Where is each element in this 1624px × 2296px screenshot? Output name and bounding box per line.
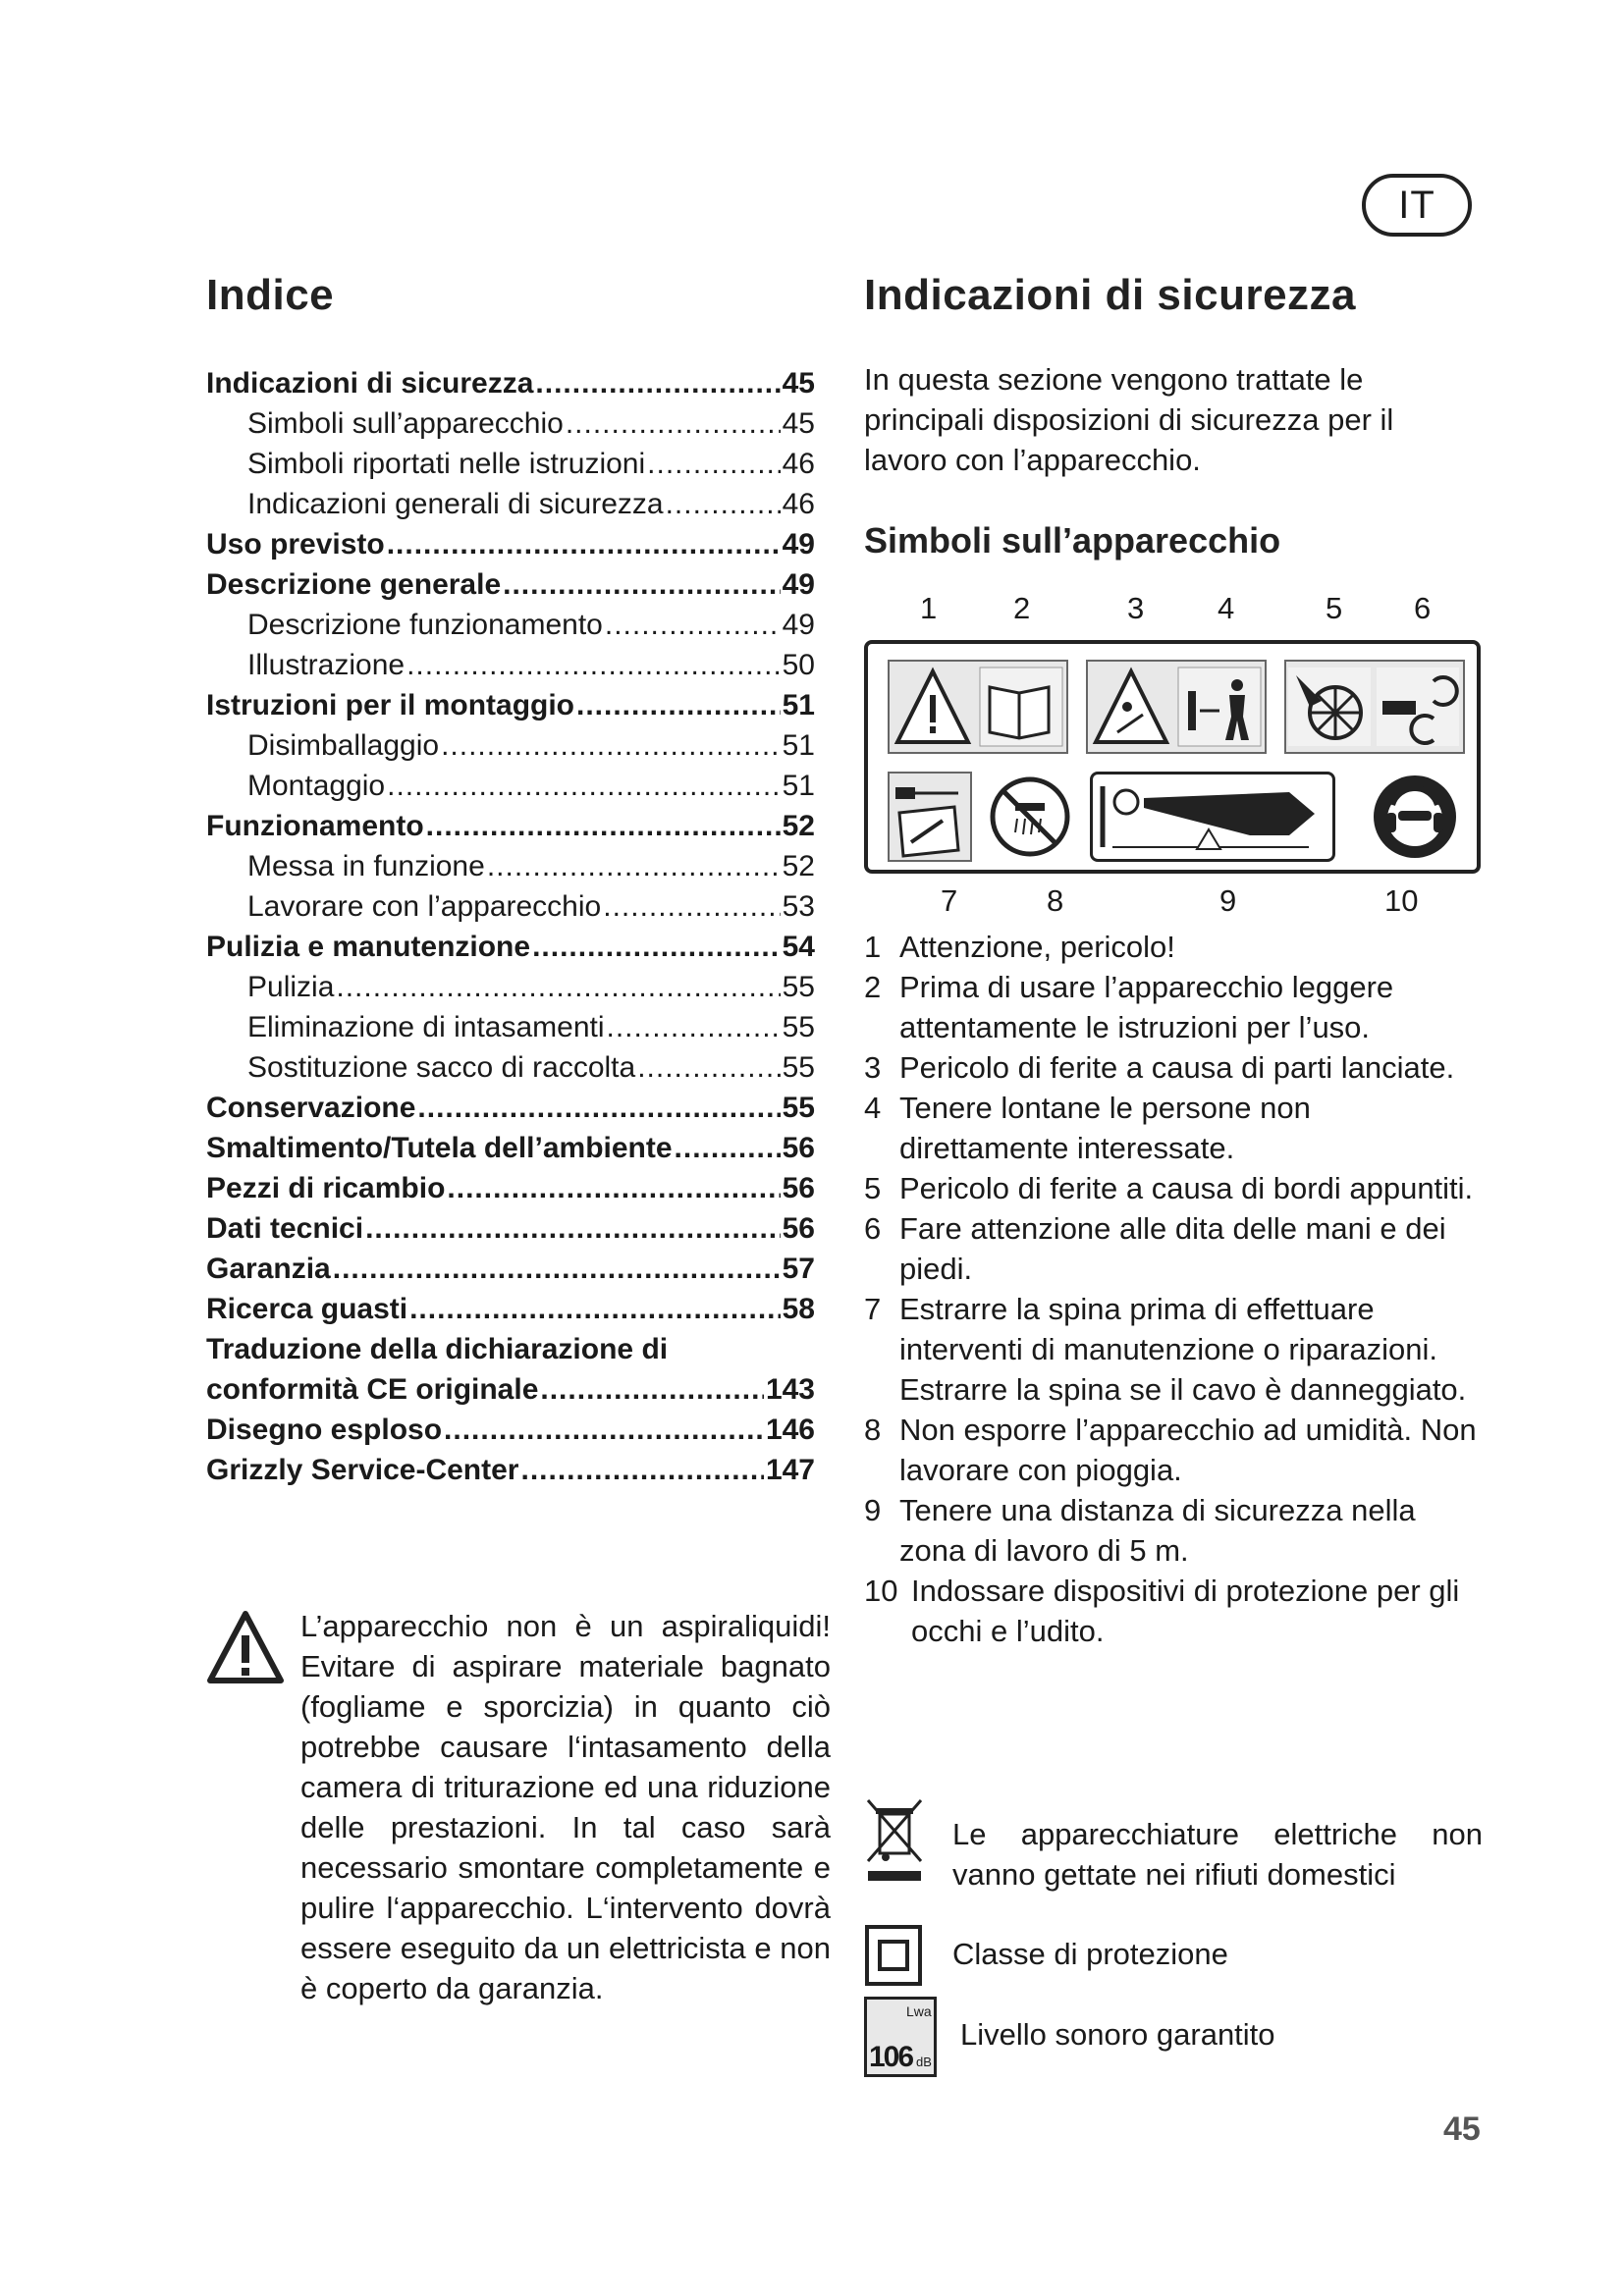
symbol-numbers-bottom — [0, 881, 1624, 921]
toc-entry — [206, 1088, 815, 1128]
toc-entry — [206, 524, 815, 564]
toc-entry-page: 52 — [782, 850, 815, 882]
toc-leader — [447, 1168, 780, 1208]
symbol-1-2 — [888, 660, 1068, 754]
crossed-bin-icon — [864, 1796, 929, 1885]
legend-text: Tenere una distanza di sicurezza nella zona di lavoro di 5 m. — [899, 1493, 1416, 1568]
toc-entry-label: Lavorare con l’apparecchio — [247, 890, 602, 923]
symbol-number: 8 — [1047, 883, 1064, 918]
sound-label-value: 106 — [869, 2041, 913, 2073]
safety-title: Indicazioni di sicurezza — [864, 271, 1357, 319]
symbol-number: 6 — [1414, 591, 1432, 625]
toc-entry — [206, 444, 815, 484]
symbol-legend — [864, 927, 1485, 1651]
symbol-numbers-top — [0, 589, 1624, 628]
toc-leader — [576, 685, 781, 725]
toc-title: Indice — [206, 271, 335, 319]
toc-leader — [365, 1208, 781, 1249]
toc-entry-label: Disimballaggio — [247, 729, 440, 762]
toc-entry-page: 49 — [782, 568, 815, 601]
toc-leader — [333, 1249, 781, 1289]
toc-entry-page: 57 — [782, 1253, 815, 1285]
toc-entry — [206, 846, 815, 886]
sound-level-text: Livello sonoro garantito — [960, 2017, 1275, 2052]
toc-entry — [206, 967, 815, 1007]
toc-entry-page: 50 — [782, 649, 815, 681]
toc-entry-label: Indicazioni di sicurezza — [206, 367, 534, 400]
legend-text: Tenere lontane le persone non direttamente interessate. — [899, 1091, 1311, 1165]
toc-entry-label: Conservazione — [206, 1092, 416, 1124]
symbols-title: Simboli sull’apparecchio — [864, 520, 1281, 561]
toc-entry-label: Dati tecnici — [206, 1212, 364, 1245]
symbol-3-4 — [1086, 660, 1267, 754]
toc-leader — [417, 1088, 780, 1128]
toc-entry-label: Funzionamento — [206, 810, 424, 842]
toc-entry-label: Smaltimento/Tutela dell’ambiente — [206, 1132, 673, 1164]
toc-entry-page: 56 — [782, 1172, 815, 1204]
toc-entry-label: Pulizia — [247, 971, 335, 1003]
toc-entry — [206, 1007, 815, 1047]
warning-and-manual-icon — [890, 662, 1066, 752]
toc-leader — [444, 1410, 764, 1450]
toc-entry — [206, 685, 815, 725]
toc-leader — [387, 524, 781, 564]
legend-number: 1 — [864, 930, 882, 964]
toc-entry-page: 55 — [782, 1092, 815, 1124]
protection-class-text: Classe di protezione — [952, 1937, 1228, 1971]
symbol-number: 5 — [1326, 591, 1343, 625]
toc-entry-page: 45 — [782, 367, 815, 400]
legend-number: 4 — [864, 1091, 882, 1125]
toc-entry — [206, 766, 815, 806]
toc-entry — [206, 927, 815, 967]
toc-entry-label: Illustrazione — [247, 649, 406, 681]
sound-label-unit: dB — [916, 2055, 932, 2069]
legend-item — [864, 1571, 1485, 1651]
symbol-number: 9 — [1219, 883, 1237, 918]
toc-entry-label: Simboli sull’apparecchio — [247, 407, 564, 440]
symbol-number: 7 — [941, 883, 958, 918]
toc-entry-label: Pezzi di ricambio — [206, 1172, 446, 1204]
toc-leader — [406, 645, 781, 685]
no-rain-icon — [988, 772, 1072, 862]
toc-entry-page: 53 — [782, 890, 815, 923]
page-number: 45 — [1443, 2110, 1481, 2148]
toc-entry-page: 46 — [782, 488, 815, 520]
warning-triangle-icon — [206, 1610, 285, 1684]
toc-leader — [532, 927, 781, 967]
toc-entry — [206, 403, 815, 444]
legend-item — [864, 1490, 1485, 1571]
toc-entry-page: 49 — [782, 528, 815, 561]
toc-entry-label: Simboli riportati nelle istruzioni — [247, 448, 646, 480]
toc-leader — [647, 444, 780, 484]
toc-entry-label: Disegno esploso — [206, 1414, 443, 1446]
toc-entry-label: Sostituzione sacco di raccolta — [247, 1051, 636, 1084]
language-badge: IT — [1362, 174, 1472, 237]
toc-entry-label: Messa in funzione — [247, 850, 485, 882]
toc-entry — [206, 1249, 815, 1289]
toc-leader — [426, 806, 781, 846]
symbol-9 — [1090, 772, 1335, 862]
weee-text: Le apparecchiature elettriche non vanno gettate nei rifiuti domestici — [952, 1817, 1483, 1892]
toc-entry-page: 56 — [782, 1212, 815, 1245]
toc-leader — [675, 1128, 781, 1168]
toc-entry — [206, 1128, 815, 1168]
toc-leader — [441, 725, 781, 766]
legend-text: Attenzione, pericolo! — [899, 930, 1175, 964]
toc-entry — [206, 1410, 815, 1450]
symbol-number: 4 — [1218, 591, 1235, 625]
sound-label-lwa: Lwa — [906, 2003, 932, 2019]
sound-level-label-icon — [864, 1997, 937, 2077]
toc-entry-page: 54 — [782, 931, 815, 963]
toc-entry-label: Descrizione generale — [206, 568, 502, 601]
toc-entry — [206, 484, 815, 524]
symbol-number: 1 — [920, 591, 938, 625]
toc-leader — [336, 967, 780, 1007]
legend-text: Prima di usare l’apparecchio leggere attentamente le istruzioni per l’uso. — [899, 970, 1394, 1044]
legend-text: Indossare dispositivi di protezione per gli occhi e l’udito. — [911, 1574, 1460, 1648]
legend-item — [864, 1088, 1485, 1168]
toc-leader — [540, 1369, 764, 1410]
toc-entry-page: 51 — [782, 689, 815, 721]
toc-entry-label: Ricerca guasti — [206, 1293, 408, 1325]
legend-item — [864, 1047, 1485, 1088]
toc-entry — [206, 725, 815, 766]
toc-entry — [206, 1047, 815, 1088]
toc-entry — [206, 806, 815, 846]
toc-entry-page: 55 — [782, 1051, 815, 1084]
symbol-7 — [888, 772, 972, 862]
toc-entry — [206, 1450, 815, 1490]
toc-entry — [206, 1329, 815, 1369]
legend-item — [864, 1289, 1485, 1410]
legend-number: 8 — [864, 1413, 882, 1447]
toc-leader — [535, 363, 780, 403]
legend-item — [864, 927, 1485, 967]
toc-entry — [206, 645, 815, 685]
toc-leader — [637, 1047, 780, 1088]
legend-item — [864, 1208, 1485, 1289]
device-symbols-panel — [864, 640, 1481, 874]
legend-text: Estrarre la spina prima di effettuare interventi di manutenzione o riparazioni. Estrarre la spina se il cavo è danneggiato. — [899, 1292, 1467, 1407]
toc-entry — [206, 1208, 815, 1249]
eye-ear-protection-icon — [1369, 772, 1461, 862]
unplug-icon — [890, 774, 970, 860]
symbol-10 — [1369, 772, 1461, 862]
symbol-number: 10 — [1384, 883, 1419, 918]
legend-number: 2 — [864, 970, 882, 1004]
toc-entry-page: 52 — [782, 810, 815, 842]
safety-intro: In questa sezione vengono trattate le principali disposizioni di sicurezza per il lavoro con l’apparecchio. — [864, 362, 1394, 477]
toc-entry-label: Montaggio — [247, 770, 386, 802]
legend-number: 3 — [864, 1050, 882, 1085]
legend-number: 6 — [864, 1211, 882, 1246]
legend-item — [864, 1410, 1485, 1490]
symbol-number: 3 — [1127, 591, 1145, 625]
legend-number: 10 — [864, 1574, 898, 1608]
toc-entry-label: conformità CE originale — [206, 1373, 539, 1406]
toc-entry-label: Indicazioni generali di sicurezza — [247, 488, 664, 520]
toc-entry — [206, 1168, 815, 1208]
legend-item — [864, 1168, 1485, 1208]
legend-text: Pericolo di ferite a causa di parti lanciate. — [899, 1050, 1455, 1085]
toc-entry-page: 51 — [782, 770, 815, 802]
toc-entry-page: 56 — [782, 1132, 815, 1164]
safety-distance-icon — [1093, 774, 1332, 859]
toc-entry-label: Garanzia — [206, 1253, 331, 1285]
toc-entry-label: Descrizione funzionamento — [247, 609, 603, 641]
toc-leader — [566, 403, 781, 444]
liquid-warning-note: L’apparecchio non è un aspiraliquidi! Evitare di aspirare materiale bagnato (fogliame e sporcizia) in quanto ciò potrebbe causare l‘intasamento della camera di triturazione ed una riduzione delle prestazioni. In tal caso sarà necessario smontare completamente e pulire l‘apparecchio. L‘intervento dovrà essere eseguito da un elettricista e non è coperto da garanzia. — [300, 1609, 831, 2005]
symbol-8 — [988, 772, 1072, 862]
toc-entry-page: 58 — [782, 1293, 815, 1325]
toc-entry-label: Grizzly Service-Center — [206, 1454, 519, 1486]
legend-text: Fare attenzione alle dita delle mani e dei piedi. — [899, 1211, 1446, 1286]
legend-item — [864, 967, 1485, 1047]
toc-entry — [206, 363, 815, 403]
symbol-5-6 — [1284, 660, 1465, 754]
toc-leader — [666, 484, 781, 524]
toc-entry-label: Istruzioni per il montaggio — [206, 689, 574, 721]
toc-leader — [409, 1289, 781, 1329]
toc-entry-label: Traduzione della dichiarazione di — [206, 1333, 669, 1365]
toc-entry-page: 46 — [782, 448, 815, 480]
legend-number: 7 — [864, 1292, 882, 1326]
toc-entry — [206, 1369, 815, 1410]
table-of-contents — [206, 363, 815, 1490]
toc-leader — [387, 766, 781, 806]
legend-number: 5 — [864, 1171, 882, 1205]
toc-entry-page: 55 — [782, 971, 815, 1003]
legend-text: Pericolo di ferite a causa di bordi appuntiti. — [899, 1171, 1474, 1205]
toc-entry-label: Pulizia e manutenzione — [206, 931, 531, 963]
sharp-blades-and-fingers-icon — [1286, 662, 1463, 752]
protection-class-icon — [864, 1924, 923, 1987]
toc-entry-page: 45 — [782, 407, 815, 440]
toc-leader — [520, 1450, 763, 1490]
toc-entry-label: Eliminazione di intasamenti — [247, 1011, 605, 1043]
toc-entry-page: 147 — [765, 1454, 815, 1486]
thrown-objects-and-distance-icon — [1088, 662, 1265, 752]
toc-entry — [206, 1289, 815, 1329]
toc-leader — [607, 1007, 781, 1047]
legend-number: 9 — [864, 1493, 882, 1527]
toc-entry-page: 51 — [782, 729, 815, 762]
toc-entry-page: 143 — [765, 1373, 815, 1406]
toc-entry-label: Uso previsto — [206, 528, 385, 561]
toc-entry-page: 146 — [765, 1414, 815, 1446]
legend-text: Non esporre l’apparecchio ad umidità. Non lavorare con pioggia. — [899, 1413, 1477, 1487]
toc-entry-page: 55 — [782, 1011, 815, 1043]
toc-leader — [487, 846, 781, 886]
toc-entry-page: 49 — [782, 609, 815, 641]
symbol-number: 2 — [1013, 591, 1031, 625]
